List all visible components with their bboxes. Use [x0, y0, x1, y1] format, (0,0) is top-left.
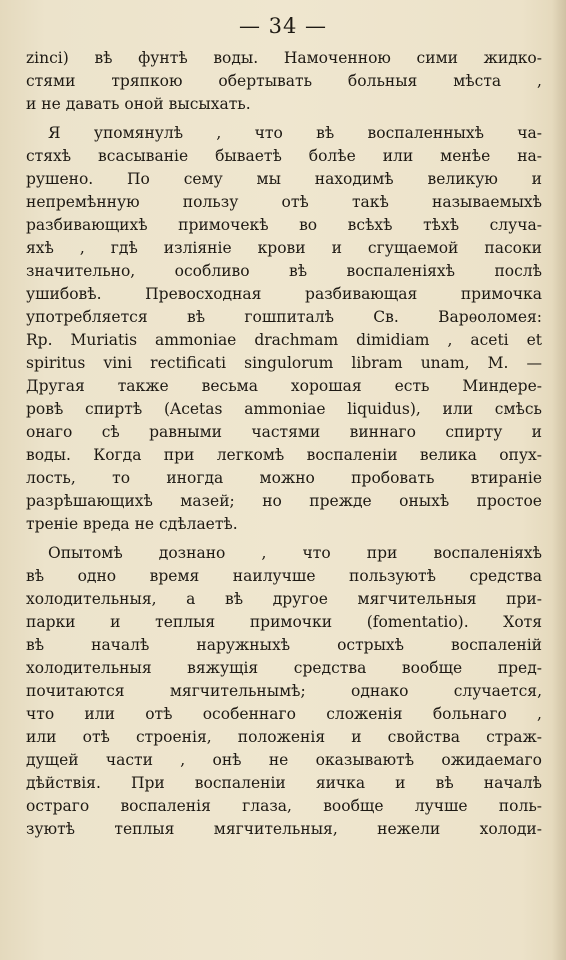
text-line: Опытомѣ дознано , что при воспаленіяхѣ: [48, 544, 542, 562]
text-line: значительно, особливо вѣ воспаленіяхѣ послѣ: [26, 262, 542, 280]
text-line: почитаются мягчительнымѣ; однако случается,: [26, 682, 542, 700]
text-line: дущей части , онѣ не оказываютѣ ожидаемаго: [26, 751, 542, 769]
paragraph-2: [26, 122, 542, 536]
text-line: остраго воспаленія глаза, вообще лучше поль-: [26, 797, 542, 815]
text-line: употребляется вѣ гошпиталѣ Св. Варѳоломея:: [26, 308, 542, 326]
paragraph-3: [26, 542, 542, 841]
text-line: и не давать оной высыхать.: [26, 95, 251, 113]
text-line: дѣйствія. При воспаленіи яичка и вѣ началѣ: [26, 774, 542, 792]
text-line: холодительныя вяжущія средства вообще пред-: [26, 659, 542, 677]
page-number: — 34 —: [238, 14, 328, 38]
text-line: или отѣ строенія, положенія и свойства страж-: [26, 728, 542, 746]
paragraph-1: [26, 47, 542, 116]
text-line: парки и теплыя примочки (fomentatio). Хотя: [26, 613, 542, 631]
text-line: треніе вреда не сдѣлаетѣ.: [26, 515, 238, 533]
text-line: разбивающихѣ примочекѣ во всѣхѣ тѣхѣ случа-: [26, 216, 542, 234]
text-line: лость, то иногда можно пробовать втираніе: [26, 469, 542, 487]
text-line: яхѣ , гдѣ изліяніе крови и сгущаемой пасоки: [26, 239, 542, 257]
text-line: ушибовѣ. Превосходная разбивающая примочка: [26, 285, 542, 303]
page-edge-shadow: [552, 0, 566, 960]
text-line: рушено. По сему мы находимѣ великую и: [26, 170, 542, 188]
text-line: spiritus vini rectificati singulorum libram unam, M. —: [26, 354, 542, 372]
text-line: вѣ началѣ наружныхѣ острыхѣ воспаленій: [26, 636, 542, 654]
text-line: непремѣнную пользу отѣ такѣ называемыхѣ: [26, 193, 542, 211]
text-line: стями тряпкою обертывать больныя мѣста ,: [26, 72, 542, 90]
text-line: воды. Когда при легкомѣ воспаленіи велика опух-: [26, 446, 542, 464]
text-line: зуютѣ теплыя мягчительныя, нежели холоди-: [26, 820, 542, 838]
text-line: стяхѣ всасываніе бываетѣ болѣе или менѣе на-: [26, 147, 542, 165]
text-line: zinci) вѣ фунтѣ воды. Намоченною сими жидко-: [26, 49, 542, 67]
text-line: холодительныя, а вѣ другое мягчительныя при-: [26, 590, 542, 608]
text-line: что или отѣ особеннаго сложенія больнаго ,: [26, 705, 542, 723]
text-line: вѣ одно время наилучше пользуютѣ средства: [26, 567, 542, 585]
text-line: Я упомянулѣ , что вѣ воспаленныхѣ ча-: [48, 124, 542, 142]
text-line: разрѣшающихѣ мазей; но прежде оныхѣ простое: [26, 492, 542, 510]
text-line: онаго сѣ равными частями виннаго спирту и: [26, 423, 542, 441]
text-line: ровѣ спиртѣ (Acetas ammoniae liquidus), или смѣсь: [26, 400, 542, 418]
text-line: Rp. Muriatis ammoniae drachmam dimidiam , aceti et: [26, 331, 542, 349]
text-line: Другая также весьма хорошая есть Миндере-: [26, 377, 542, 395]
body-text: [26, 47, 542, 841]
